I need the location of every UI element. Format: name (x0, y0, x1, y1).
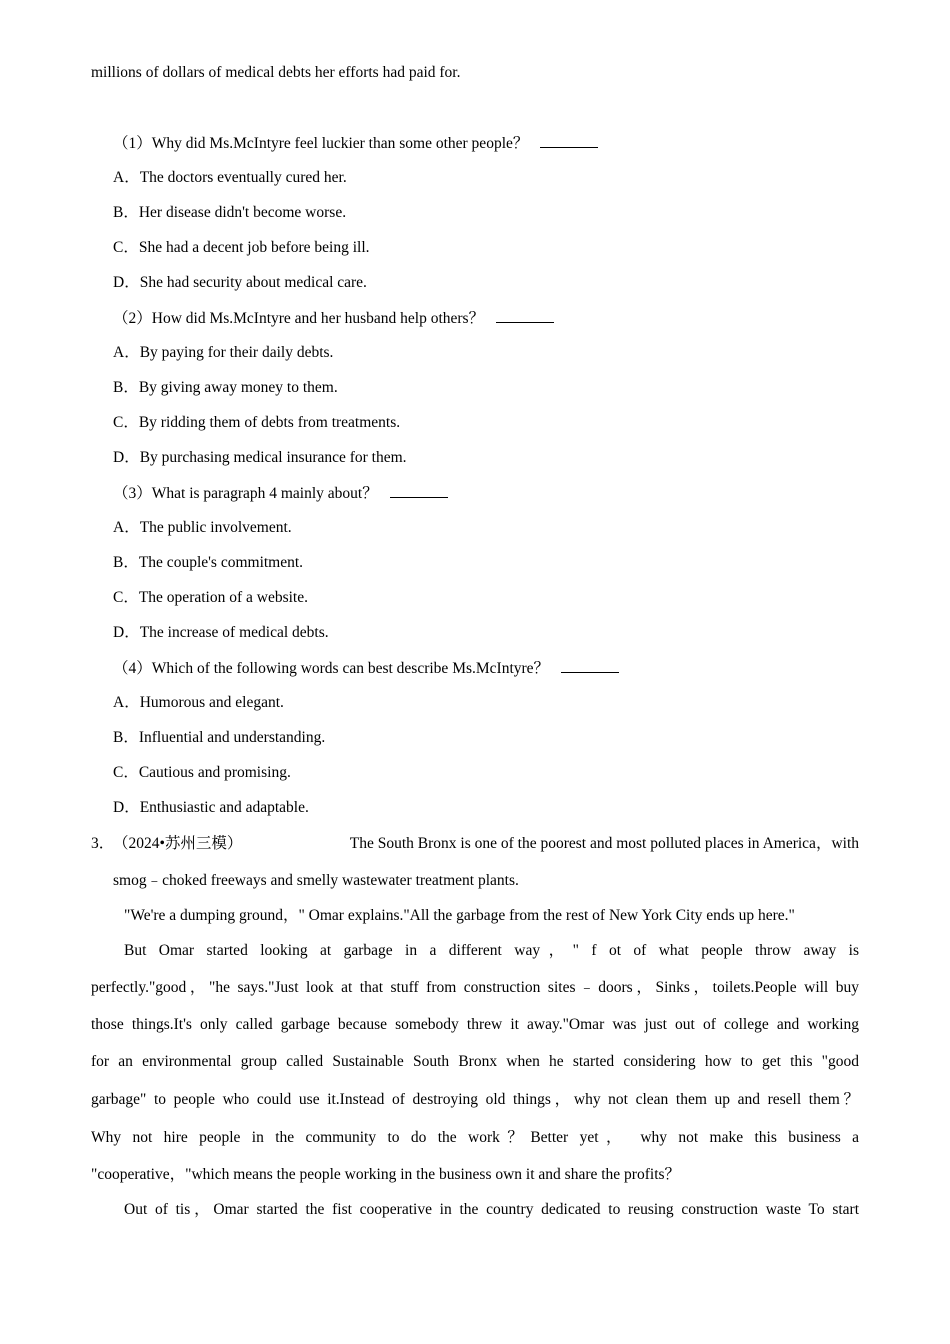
passage-3-second-line: smog﹣choked freeways and smelly wastewater treatment plants. (113, 872, 519, 889)
q4-option-a: A．Humorous and elegant. (113, 694, 284, 711)
q2-option-b: B．By giving away money to them. (113, 379, 338, 396)
q3-option-c: C．The operation of a website. (113, 589, 308, 606)
question-4 (113, 658, 619, 679)
q1-option-a: A．The doctors eventually cured her. (113, 169, 347, 186)
q3-option-b: B．The couple's commitment. (113, 554, 304, 571)
q2-option-c: C．By ridding them of debts from treatments. (113, 414, 401, 431)
passage-3-para-3-line-2: perfectly."good，"he says."Just look at that stuff from construction sites﹣doors，Sinks，toilets.People will buy (91, 979, 859, 996)
passage-3-source: （2024•苏州三模） (113, 835, 243, 852)
answer-blank-1[interactable] (540, 133, 598, 148)
passage-3-para-3-line-6: Why not hire people in the community to do the work？Better yet， why not make this business a (91, 1129, 859, 1146)
q4-option-c: C．Cautious and promising. (113, 764, 291, 781)
question-2 (113, 308, 554, 329)
question-2-prompt: （2）How did Ms.McIntyre and her husband help others？ (113, 310, 485, 327)
q1-option-d: D．She had security about medical care. (113, 274, 367, 291)
q1-option-b: B．Her disease didn't become worse. (113, 204, 347, 221)
intro-line: millions of dollars of medical debts her efforts had paid for. (91, 64, 461, 81)
passage-3-para-3-line-5: garbage" to people who could use it.Instead of destroying old things，why not clean them up and resell them？ (91, 1091, 859, 1108)
question-1 (113, 133, 598, 154)
question-3 (113, 483, 448, 504)
q4-option-d: D．Enthusiastic and adaptable. (113, 799, 309, 816)
question-3-prompt: （3）What is paragraph 4 mainly about？ (113, 485, 378, 502)
passage-3-first-line: The South Bronx is one of the poorest and most polluted places in America，with (349, 835, 859, 852)
answer-blank-2[interactable] (496, 308, 554, 323)
q3-option-d: D．The increase of medical debts. (113, 624, 329, 641)
passage-3-number: 3． (91, 835, 115, 852)
passage-3-para-2: "We're a dumping ground，" Omar explains."All the garbage from the rest of New York City ends up here." (124, 907, 795, 924)
passage-3-para-3-line-1: But Omar started looking at garbage in a different way，" f ot of what people throw away is (124, 942, 859, 959)
q3-option-a: A．The public involvement. (113, 519, 292, 536)
q2-option-a: A．By paying for their daily debts. (113, 344, 334, 361)
answer-blank-3[interactable] (390, 483, 448, 498)
passage-3-para-3-line-4: for an environmental group called Sustainable South Bronx when he started considering how to get this "good (91, 1053, 859, 1070)
q2-option-d: D．By purchasing medical insurance for them. (113, 449, 407, 466)
question-1-prompt: （1）Why did Ms.McIntyre feel luckier than some other people？ (113, 135, 529, 152)
passage-3-para-4-line-1: Out of tis，Omar started the fist cooperative in the country dedicated to reusing construction waste To start (124, 1201, 859, 1218)
answer-blank-4[interactable] (561, 658, 619, 673)
question-4-prompt: （4）Which of the following words can best describe Ms.McIntyre？ (113, 660, 550, 677)
passage-3-para-3-line-3: those things.It's only called garbage because somebody threw it away."Omar was just out of college and working (91, 1016, 859, 1033)
passage-3-para-3-last: "cooperative，"which means the people working in the business own it and share the profits？ (91, 1166, 681, 1183)
q1-option-c: C．She had a decent job before being ill. (113, 239, 370, 256)
q4-option-b: B．Influential and understanding. (113, 729, 326, 746)
